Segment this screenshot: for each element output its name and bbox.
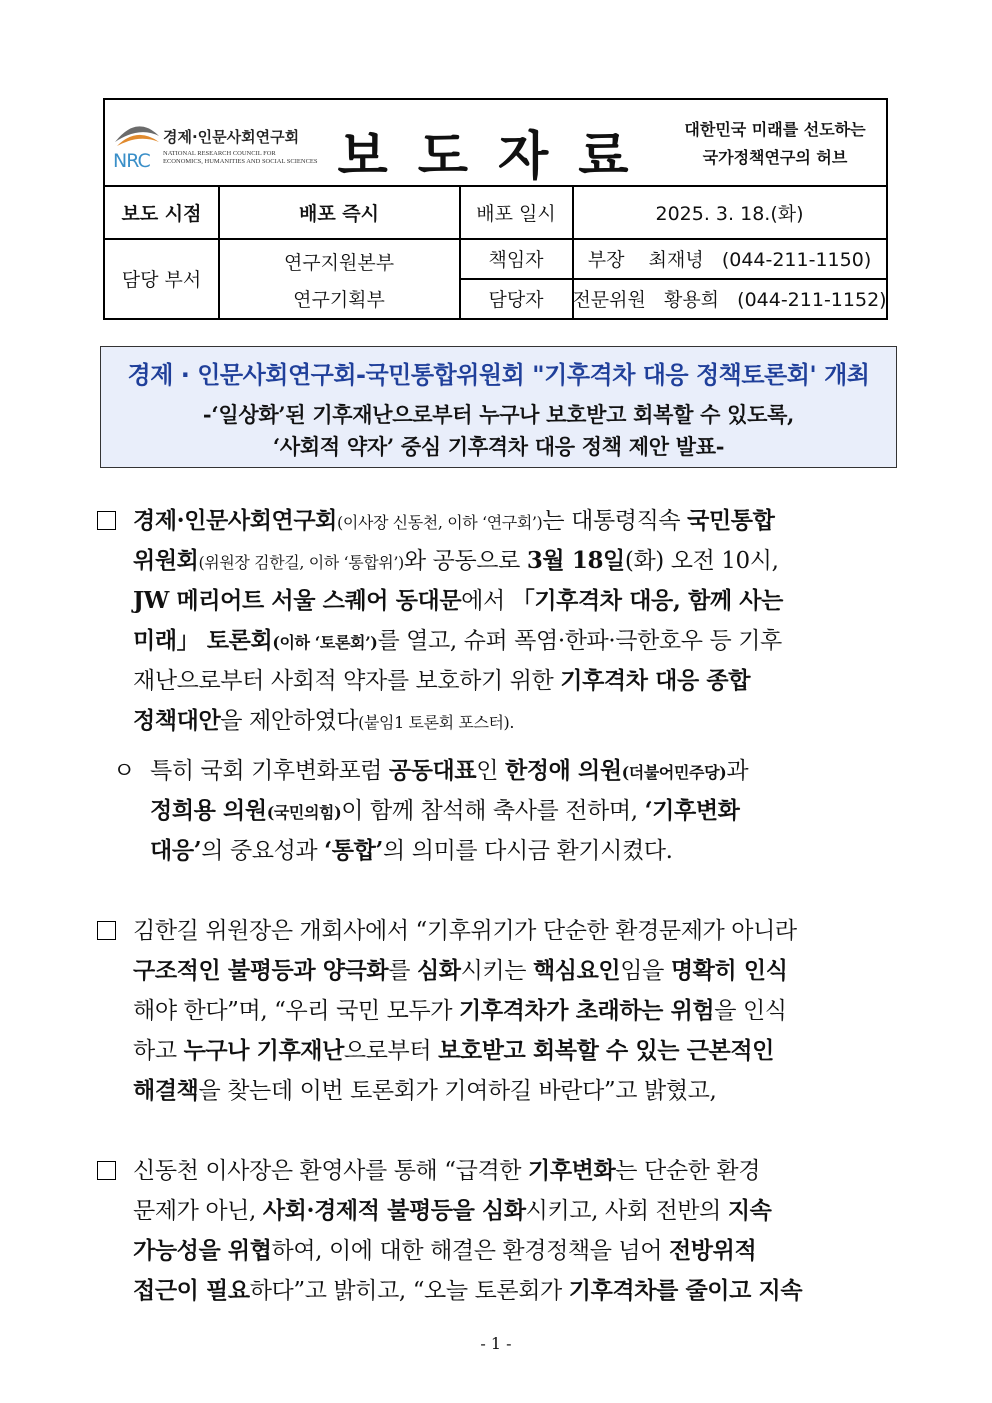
text-span: 신동천 이사장은 환영사를 통해 “급격한	[133, 1158, 529, 1184]
paragraph-line	[150, 792, 739, 825]
text-bold: 미래」 토론회	[133, 627, 273, 654]
text-span: 하여, 이에 대한 해결은 환경정책을 넘어	[271, 1238, 669, 1264]
text-bold: 보호받고 회복할 수 있는 근본적인	[438, 1037, 774, 1064]
text-bold: JW 메리어트 서울 스퀘어 동대문	[133, 587, 462, 614]
text-bold: 국민통합	[687, 507, 775, 534]
text-bold: 기후격차 대응 종합	[560, 667, 751, 694]
text-span: 을 찾는데 이번 토론회가 기여하길 바란다”고 밝혔고,	[198, 1078, 717, 1104]
text-span: 해야 한다”며, “우리 국민 모두가	[133, 998, 459, 1024]
text-bold: 심화	[416, 957, 461, 984]
text-bold: 접근이 필요	[133, 1277, 250, 1304]
headline-text: 경제 · 인문사회연구회-국민통합위원회 "기후격차 대응 정책토론회' 개최	[127, 361, 870, 389]
logo-korean-name: 경제·인문사회연구회	[163, 128, 300, 146]
headline-text: -‘일상화’된 기후재난으로부터 누구나 보호받고 회복할 수 있도록,	[202, 402, 795, 427]
logo-english-name	[163, 150, 318, 166]
paragraph-line	[133, 622, 782, 655]
logo-nrc-text: NRC	[113, 150, 150, 172]
text-span: 재난으로부터 사회적 약자를 보호하기 위한	[133, 668, 561, 694]
paragraph-line	[133, 952, 788, 985]
paragraph-line	[133, 1152, 760, 1185]
paragraph-line	[150, 832, 673, 865]
text-span: (위원장 김한길, 이하 ‘통합위’)	[198, 553, 404, 572]
text-bold: 기후격차를 줄이고 지속	[568, 1277, 803, 1304]
headline-box	[100, 346, 897, 468]
logo-english-line: ECONOMICS, HUMANITIES AND SOCIAL SCIENCES	[163, 158, 318, 165]
headline-title	[101, 355, 896, 390]
paragraph-line	[133, 1272, 802, 1305]
text-span: 하다”고 밝히고, “오늘 토론회가	[249, 1278, 569, 1304]
text-bold: 공동대표	[388, 757, 477, 784]
paragraph-line	[133, 502, 774, 535]
department-label: 담당 부서	[121, 269, 202, 291]
text-span: 임을	[620, 958, 671, 984]
text-span: 는 단순한 환경	[615, 1158, 761, 1184]
slogan	[670, 116, 880, 172]
text-span: 의 의미를 다시금 환기시켰다.	[383, 838, 673, 864]
paragraph-line	[133, 992, 787, 1025]
paragraph-line	[133, 1072, 716, 1105]
text-bold: ‘기후변화	[644, 797, 740, 824]
text-span: 문제가 아닌,	[133, 1198, 263, 1224]
distribution-date-label: 배포 일시	[476, 202, 556, 225]
text-bold: 기후변화	[528, 1157, 616, 1184]
text-span: 을 인식	[714, 998, 787, 1024]
text-span: 특히 국회 기후변화포럼	[150, 758, 389, 784]
checkbox-square-icon	[97, 1161, 116, 1180]
text-span: 하고	[133, 1038, 184, 1064]
text-bold: 명확히 인식	[670, 957, 788, 984]
responsible-label: 책임자	[488, 249, 544, 271]
text-bold: 「기후격차 대응, 함께 사는	[511, 587, 783, 614]
text-span: 와 공동으로	[403, 548, 527, 574]
text-bold: 사회·경제적 불평등을 심화	[262, 1197, 526, 1224]
text-bold: 전방위적	[668, 1237, 757, 1264]
paragraph-line	[133, 1232, 756, 1265]
text-bold: 정책대안	[133, 707, 221, 734]
responsible-contact: 부장 최재녕 (044-211-1150)	[587, 249, 872, 271]
department-name: 연구기획부	[293, 288, 385, 311]
text-span: (이사장 신동천, 이하 ‘연구회’)	[336, 513, 543, 532]
page-number: - 1 -	[480, 1334, 512, 1353]
text-span: 과	[726, 758, 749, 784]
text-bold: 3월 18일	[526, 547, 625, 574]
nrc-logo	[113, 118, 318, 178]
text-bold: 대응’	[150, 837, 202, 864]
release-time-value: 배포 즉시	[298, 202, 380, 225]
slogan-line: 대한민국 미래를 선도하는	[684, 120, 866, 139]
text-span: 에서	[461, 588, 512, 614]
text-span: 는 대통령직속	[542, 508, 688, 534]
nrc-logo-icon	[113, 118, 161, 148]
text-bold: 정희용 의원	[150, 797, 267, 824]
text-span: (화) 오전 10시,	[624, 548, 779, 574]
text-span: 를	[388, 958, 417, 984]
text-bold: 한정애 의원	[504, 757, 622, 784]
text-span: 을 제안하였다	[220, 708, 359, 734]
checkbox-square-icon	[97, 921, 116, 940]
slogan-line: 국가정책연구의 허브	[702, 148, 848, 167]
text-span: 의 중요성과	[201, 838, 325, 864]
text-bold: 해결책	[133, 1077, 199, 1104]
text-bold: ‘통합’	[324, 837, 384, 864]
press-release-header	[103, 98, 888, 320]
text-span: (붙임1 토론회 포스터).	[358, 713, 515, 732]
text-span: 시키는	[460, 958, 533, 984]
headline-subtitle	[101, 399, 896, 429]
paragraph-line	[133, 702, 514, 735]
text-span: 으로부터	[343, 1038, 439, 1064]
text-bold: 핵심요인	[532, 957, 621, 984]
paragraph-line: 김한길 위원장은 개회사에서 “기후위기가 단순한 환경문제가 아니라	[133, 918, 797, 944]
paragraph-line	[133, 1032, 774, 1065]
logo-english-line: NATIONAL RESEARCH COUNCIL FOR	[163, 150, 276, 157]
text-span: 이 함께 참석해 축사를 전하며,	[341, 798, 645, 824]
paragraph-line	[133, 662, 750, 695]
text-bold: 지속	[727, 1197, 772, 1224]
text-bold: 위원회	[133, 547, 199, 574]
paragraph-line	[150, 752, 748, 785]
text-bold: (더불어민주당)	[621, 763, 727, 782]
text-bold: 구조적인 불평등과 양극화	[133, 957, 389, 984]
release-time-label: 보도 시점	[121, 202, 202, 225]
paragraph-line	[133, 542, 779, 575]
text-bold: 가능성을 위협	[133, 1237, 272, 1264]
headline-subtitle	[101, 431, 896, 461]
bullet-marker: ㅇ	[113, 758, 135, 784]
text-span: 를 열고, 슈퍼 폭염·한파·극한호우 등 기후	[377, 628, 782, 654]
paragraph-line	[133, 1192, 772, 1225]
text-bold: 경제·인문사회연구회	[133, 507, 337, 534]
headline-text: ‘사회적 약자’ 중심 기후격차 대응 정책 제안 발표-	[272, 434, 725, 459]
text-span: 인	[476, 758, 505, 784]
press-release-title: 보도자료	[337, 127, 659, 187]
paragraph-line	[133, 582, 783, 615]
text-span: 시키고, 사회 전반의	[525, 1198, 728, 1224]
text-bold: (국민의힘)	[266, 803, 342, 822]
contact-label: 담당자	[488, 289, 544, 311]
text-bold: 누구나 기후재난	[183, 1037, 344, 1064]
text-bold: 기후격차가 초래하는 위험	[459, 997, 715, 1024]
department-name: 연구지원본부	[283, 251, 395, 274]
checkbox-square-icon	[97, 511, 116, 530]
contact-person: 전문위원 황용희 (044-211-1152)	[572, 289, 887, 311]
distribution-date-value: 2025. 3. 18.(화)	[655, 202, 804, 225]
text-bold: (이하 ‘토론회’)	[272, 633, 378, 652]
